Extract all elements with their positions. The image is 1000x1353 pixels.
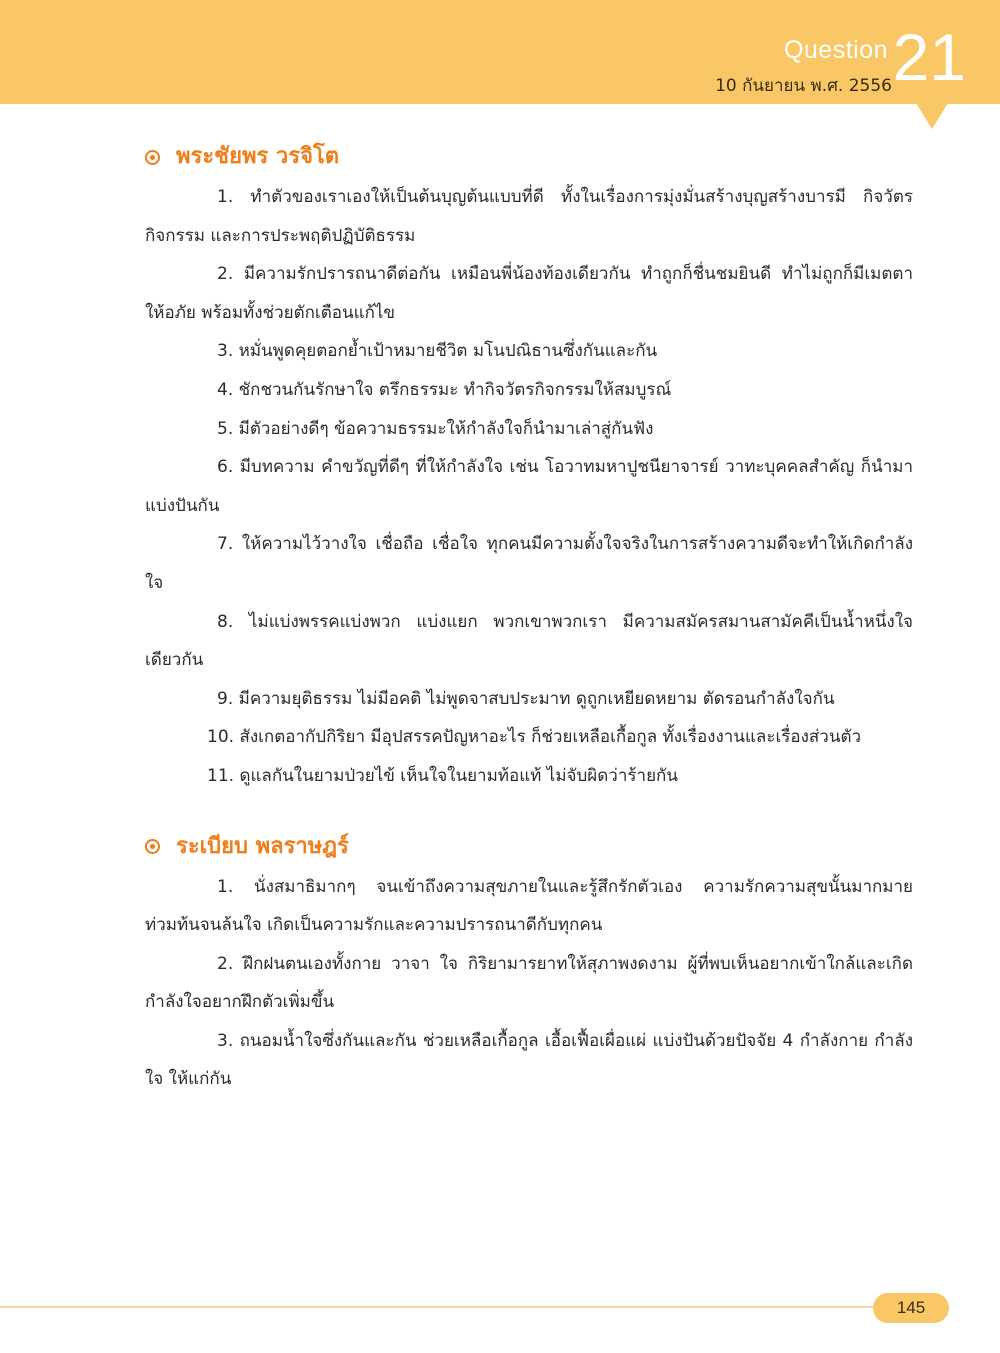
section-title-text: พระชัยพร วรจิโต (176, 144, 340, 169)
list-item: 10. สังเกตอากัปกิริยา มีอุปสรรคปัญหาอะไร ก็ช่วยเหลือเกื้อกูล ทั้งเรื่องงานและเรื่องส่วนตัว (207, 727, 862, 748)
header-question-label: Question (783, 36, 888, 64)
list-item: 3. หมั่นพูดคุยตอกย้ำเป้าหมายชีวิต มโนปณิธานซึ่งกันและกัน (217, 341, 658, 362)
list-item: 7. ให้ความไว้วางใจ เชื่อถือ เชื่อใจ ทุกคนมีความตั้งใจจริงในการสร้างความดีจะทำให้เกิดกำลังใจ (145, 534, 913, 593)
section-title (145, 830, 913, 864)
section-title-text: ระเบียบ พลราษฎร์ (176, 833, 349, 859)
list-item: 2. ฝึกฝนตนเองทั้งกาย วาจา ใจ กิริยามารยาทให้สุภาพงดงาม ผู้ที่พบเห็นอยากเข้าใกล้และเกิดกำลังใจอยากฝึกตัวเพิ่มขึ้น (145, 953, 913, 1013)
list-item: 3. ถนอมน้ำใจซึ่งกันและกัน ช่วยเหลือเกื้อกูล เอื้อเฟื้อเผื่อแผ่ แบ่งปันด้วยปัจจัย 4 กำลังกาย กำลังใจ ให้แก่กัน (145, 1030, 913, 1090)
section-title (145, 140, 913, 174)
list-item: 9. มีความยุติธรรม ไม่มีอคติ ไม่พูดจาสบประมาท ดูถูกเหยียดหยาม ตัดรอนกำลังใจกัน (217, 688, 835, 709)
list-item: 2. มีความรักปรารถนาดีต่อกัน เหมือนพี่น้องท้องเดียวกัน ทำถูกก็ชื่นชมยินดี ทำไม่ถูกก็มีเมตตา ให้อภัย พร้อมทั้งช่วยตักเตือนแก้ไข (145, 264, 913, 323)
section-phra-chaiyaporn (145, 140, 913, 796)
list-item: 1. นั่งสมาธิมากๆ จนเข้าถึงความสุขภายในและรู้สึกรักตัวเอง ความรักความสุขนั้นมากมายท่วมท้นจนล้นใจ เกิดเป็นความรักและความปรารถนาดีกับทุกคน (145, 876, 913, 936)
list-item: 8. ไม่แบ่งพรรคแบ่งพวก แบ่งแยก พวกเขาพวกเรา มีความสมัครสมานสามัคคีเป็นน้ำหนึ่งใจเดียวกัน (145, 611, 913, 671)
list-item: 6. มีบทความ คำขวัญที่ดีๆ ที่ให้กำลังใจ เช่น โอวาทมหาปูชนียาจารย์ วาทะบุคคลสำคัญ ก็นำมาแบ่งปันกัน (145, 457, 913, 516)
list-item: 11. ดูแลกันในยามป่วยไข้ เห็นใจในยามท้อแท้ ไม่จับผิดว่าร้ายกัน (207, 765, 678, 786)
page-number: 145 (873, 1293, 949, 1323)
list-item: 5. มีตัวอย่างดีๆ ข้อความธรรมะให้กำลังใจก็นำมาเล่าสู่กันฟัง (217, 418, 654, 439)
list-item: 1. ทำตัวของเราเองให้เป็นต้นบุญต้นแบบที่ดี ทั้งในเรื่องการมุ่งมั่นสร้างบุญสร้างบารมี กิจวัตรกิจกรรม และการประพฤติปฏิบัติธรรม (145, 187, 913, 246)
section-rabiab-phonrat (145, 830, 913, 1100)
header-date: 10 กันยายน พ.ศ. 2556 (715, 76, 892, 96)
page-content (145, 140, 913, 1133)
circle-bullet-icon (145, 150, 160, 165)
footer-rule (0, 1306, 880, 1308)
header-pointer (916, 103, 948, 129)
list-item: 4. ชักชวนกันรักษาใจ ตรึกธรรมะ ทำกิจวัตรกิจกรรมให้สมบูรณ์ (217, 379, 672, 400)
question-number: 21 (892, 20, 966, 94)
circle-bullet-icon (145, 839, 160, 854)
